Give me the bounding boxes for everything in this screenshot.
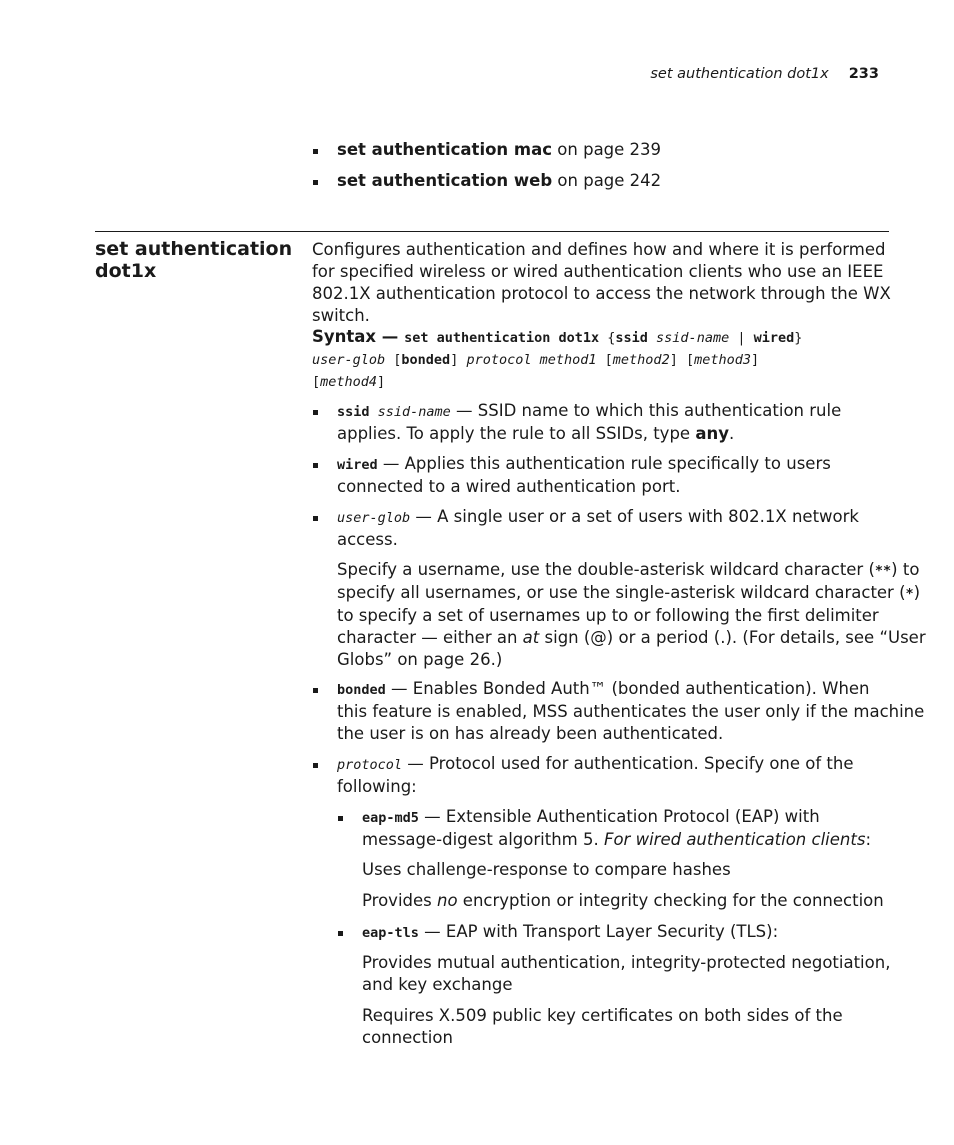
bullet-icon — [313, 463, 318, 468]
param-text: Requires X.509 public key certificates on both sides of the — [362, 1006, 843, 1025]
syntax-bracket: [ — [677, 352, 695, 368]
param-keyword: user-glob — [337, 510, 411, 526]
syntax-brace: } — [794, 330, 803, 346]
param-bonded — [337, 678, 925, 745]
param-any: any — [695, 424, 729, 443]
param-text: Provides — [362, 891, 437, 910]
param-keyword: protocol — [337, 757, 403, 773]
param-wired — [337, 453, 897, 498]
param-text: Provides mutual authentication, integrity-protected negotiation, — [362, 953, 891, 972]
param-text: sign (@) or a period (.). (For details, see “User — [539, 628, 926, 647]
param-text: — EAP with Transport Layer Security (TLS): — [418, 922, 779, 941]
section-description: Configures authentication and defines how and where it is performed for specified wireless or wired authentication clients who use an IEEE 802.1X authentication protocol to access the network through the WX switch. — [312, 240, 891, 325]
syntax-user-glob: user-glob — [312, 352, 386, 368]
section-divider — [95, 231, 889, 232]
eap-md5-note: Uses challenge-response to compare hashes — [362, 860, 731, 879]
syntax-bracket: [ — [385, 352, 402, 368]
param-protocol — [337, 753, 897, 798]
param-text: message-digest algorithm 5. — [362, 830, 604, 849]
bullet-icon — [338, 816, 343, 821]
bullet-icon — [313, 180, 318, 185]
syntax-ssid: ssid — [615, 330, 648, 346]
syntax-bracket: [ — [312, 374, 321, 390]
double-asterisk: ** — [874, 563, 892, 579]
method-eap-md5 — [362, 806, 902, 851]
syntax-bracket: ] — [751, 352, 760, 368]
section-title-line: set authentication — [95, 238, 293, 260]
see-also-page: on page 239 — [552, 140, 662, 159]
user-glob-details — [337, 559, 926, 671]
syntax-method3: method3 — [694, 352, 752, 368]
bullet-icon — [313, 763, 318, 768]
eap-md5-note — [362, 890, 902, 912]
running-title: set authentication dot1x — [650, 66, 829, 82]
see-also-item — [337, 139, 661, 161]
syntax-brace: { — [599, 330, 616, 346]
single-asterisk: * — [905, 586, 914, 602]
param-text: the user is on has already been authenticated. — [337, 724, 724, 743]
param-text: ) — [913, 583, 921, 602]
emphasis-no: no — [437, 891, 458, 910]
syntax-label: Syntax — [312, 327, 377, 346]
syntax-protocol: protocol — [466, 352, 532, 368]
param-text: — Extensible Authentication Protocol (EAP) with — [418, 807, 820, 826]
see-also-cmd: set authentication mac — [337, 140, 553, 159]
param-keyword: wired — [337, 457, 378, 473]
syntax-dash: — — [376, 327, 405, 346]
syntax-bracket: [ — [596, 352, 613, 368]
param-text: specify all usernames, or use the single-asterisk wildcard character ( — [337, 583, 906, 602]
param-text: access. — [337, 530, 398, 549]
param-text: : — [865, 830, 871, 849]
bullet-icon — [313, 149, 318, 154]
syntax-bracket: ] — [669, 352, 678, 368]
syntax-bracket: ] — [377, 374, 386, 390]
bullet-icon — [338, 931, 343, 936]
param-text: — SSID name to which this authentication rule — [450, 401, 842, 420]
param-text: connection — [362, 1028, 453, 1047]
param-text: and key exchange — [362, 975, 513, 994]
wired-clients-note: For wired authentication clients — [603, 830, 866, 849]
param-text: character — either an — [337, 628, 523, 647]
param-text: — Enables Bonded Auth™ (bonded authentication). When — [385, 679, 870, 698]
bullet-icon — [313, 410, 318, 415]
page-number: 233 — [848, 66, 879, 82]
eap-tls-note — [362, 1005, 902, 1049]
eap-tls-note — [362, 952, 902, 996]
syntax-bracket: ] — [450, 352, 467, 368]
param-text: following: — [337, 777, 417, 796]
at-word: at — [522, 628, 540, 647]
param-text: — Protocol used for authentication. Specify one of the — [402, 754, 854, 773]
user-globs-reference: Globs” on page 26.) — [337, 650, 503, 669]
method-keyword: eap-md5 — [362, 810, 419, 826]
syntax-method1: method1 — [531, 352, 597, 368]
param-user-glob — [337, 506, 897, 551]
section-title-line: dot1x — [95, 260, 157, 282]
syntax-cmd: set authentication dot1x — [404, 330, 600, 346]
param-text: Specify a username, use the double-asterisk wildcard character ( — [337, 560, 875, 579]
param-ssid — [337, 400, 897, 445]
param-text: — Applies this authentication rule specifically to users — [377, 454, 831, 473]
method-keyword: eap-tls — [362, 925, 419, 941]
param-text: — A single user or a set of users with 802.1X network — [410, 507, 859, 526]
syntax-pipe: | — [729, 330, 754, 346]
syntax-method2: method2 — [612, 352, 670, 368]
method-eap-tls — [362, 921, 902, 944]
see-also-item — [337, 170, 661, 192]
syntax-ssid-arg: ssid-name — [647, 330, 730, 346]
see-also-page: on page 242 — [552, 171, 662, 190]
see-also-cmd: set authentication web — [337, 171, 553, 190]
param-text: . — [728, 424, 735, 443]
param-keyword: ssid — [337, 404, 370, 420]
syntax-wired: wired — [753, 330, 795, 346]
running-header — [650, 66, 879, 86]
bullet-icon — [313, 688, 318, 693]
bullet-icon — [313, 516, 318, 521]
syntax-block — [312, 326, 892, 392]
param-arg: ssid-name — [369, 404, 451, 420]
syntax-bonded: bonded — [401, 352, 451, 368]
param-text: this feature is enabled, MSS authenticates the user only if the machine — [337, 702, 925, 721]
param-keyword: bonded — [337, 682, 386, 698]
param-text: applies. To apply the rule to all SSIDs, type — [337, 424, 696, 443]
param-text: connected to a wired authentication port. — [337, 477, 681, 496]
section-title — [95, 238, 295, 282]
param-text: to specify a set of usernames up to or following the first delimiter — [337, 606, 879, 625]
param-text: ) to — [891, 560, 920, 579]
syntax-method4: method4 — [320, 374, 378, 390]
param-text: encryption or integrity checking for the connection — [457, 891, 884, 910]
